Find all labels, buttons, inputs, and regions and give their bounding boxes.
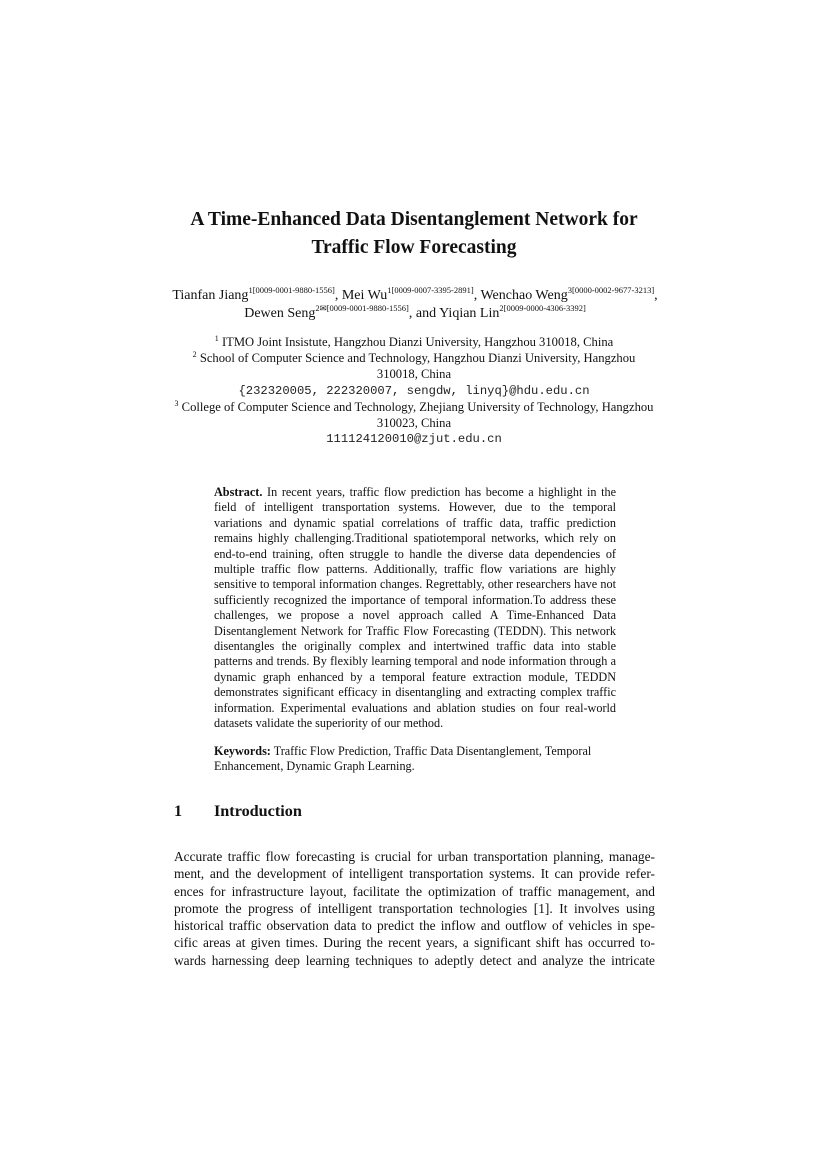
affiliation-text: School of Computer Science and Technology, Hangzhou Dianzi University, Hangzhou bbox=[199, 351, 636, 366]
author-separator: , bbox=[334, 288, 342, 303]
text-line: ment, and the development of intelligent transportation systems. It can provide refer- bbox=[174, 866, 655, 882]
abstract-label: Abstract. bbox=[214, 485, 263, 499]
author-name: Dewen Seng bbox=[244, 306, 316, 321]
text-line: cific areas at given times. During the recent years, a significant shift has occurred to- bbox=[174, 935, 655, 951]
section-heading bbox=[174, 800, 302, 822]
author-list bbox=[170, 287, 660, 323]
affiliation-3-email: 111124120010@zjut.edu.cn bbox=[326, 432, 502, 447]
author-name: Wenchao Weng bbox=[480, 288, 568, 303]
section-title: Introduction bbox=[214, 802, 302, 820]
author-name: Mei Wu bbox=[341, 288, 388, 303]
title-line-1: A Time-Enhanced Data Disentanglement Network for bbox=[190, 209, 638, 230]
text-line: wards harnessing deep learning techniques to adeptly detect and analyze the intricate bbox=[174, 952, 655, 968]
text-line: ences for infrastructure layout, facilitate the optimization of traffic management, and bbox=[174, 883, 655, 899]
keywords-label: Keywords: bbox=[214, 744, 271, 758]
abstract bbox=[214, 485, 616, 732]
text-line: historical traffic observation data to predict the inflow and outflow of vehicles in spe- bbox=[174, 918, 655, 934]
author-orcid: 2✉[0009-0001-9880-1556] bbox=[315, 303, 409, 313]
affiliation-marker: 2 bbox=[192, 350, 197, 360]
affiliation-3 bbox=[160, 399, 668, 415]
author-orcid: 2[0009-0000-4306-3392] bbox=[499, 303, 586, 313]
affiliation-2-email: {232320005, 222320007, sengdw, linyq}@hdu.edu.cn bbox=[238, 383, 590, 398]
affiliation-3-cont: 310023, China bbox=[376, 416, 452, 431]
author-orcid: 1[0009-0001-9880-1556] bbox=[248, 285, 335, 295]
paper-title bbox=[150, 206, 678, 262]
affiliations bbox=[160, 334, 668, 447]
author-separator: , and bbox=[408, 306, 440, 321]
affiliation-2 bbox=[160, 350, 668, 366]
intro-paragraph bbox=[174, 848, 655, 969]
section-number: 1 bbox=[174, 802, 183, 820]
abstract-text: In recent years, traffic flow prediction has become a highlight in the field of intelligent transportation systems. However, due to the temporal variations and dynamic spatial correlations of traffic data, traffic prediction remains highly challenging.Traditional spatiotemporal networks, which rely on end-to-end training, often struggle to handle the diverse data dependencies of multiple traffic flow patterns. Additionally, traffic flow variations are highly sensitive to temporal information changes. Regrettably, other researchers have not sufficiently recognized the importance of temporal information.To address these challenges, we propose a novel approach called A Time-Enhanced Data Disentanglement Network for Traffic Flow Forecasting (TEDDN). This network disentangles the originally complex and intertwined traffic data into stable patterns and trends. By flexibly learning temporal and node information through a dynamic graph enhanced by a temporal feature extraction module, TEDDN demonstrates significant efficacy in disentangling and extracting complex traffic information. Experimental evaluations and ablation studies on four real-world datasets validate the superiority of our method. bbox=[214, 485, 616, 731]
author-name: Tianfan Jiang bbox=[172, 288, 249, 303]
keywords bbox=[214, 744, 616, 775]
text-line: promote the progress of intelligent transportation technologies [1]. It involves using bbox=[174, 900, 655, 916]
author-orcid: 3[0000-0002-9677-3213] bbox=[567, 285, 655, 295]
affiliation-1 bbox=[160, 334, 668, 350]
affiliation-2-cont: 310018, China bbox=[376, 367, 452, 382]
affiliation-marker: 1 bbox=[214, 334, 219, 343]
author-separator: , bbox=[654, 288, 658, 303]
affiliation-text: ITMO Joint Insistute, Hangzhou Dianzi University, Hangzhou 310018, China bbox=[221, 335, 614, 349]
author-orcid: 1[0009-0007-3395-2891] bbox=[387, 285, 474, 295]
text-line: Accurate traffic flow forecasting is crucial for urban transportation planning, manage- bbox=[174, 849, 655, 864]
affiliation-marker: 3 bbox=[174, 398, 179, 408]
affiliation-text: College of Computer Science and Technology, Zhejiang University of Technology, Hangzhou bbox=[181, 399, 654, 414]
keywords-text: Traffic Flow Prediction, Traffic Data Disentanglement, Temporal Enhancement, Dynamic Graph Learning. bbox=[214, 744, 592, 774]
author-name: Yiqian Lin bbox=[439, 306, 500, 321]
title-line-2: Traffic Flow Forecasting bbox=[311, 237, 517, 258]
author-separator: , bbox=[473, 288, 481, 303]
